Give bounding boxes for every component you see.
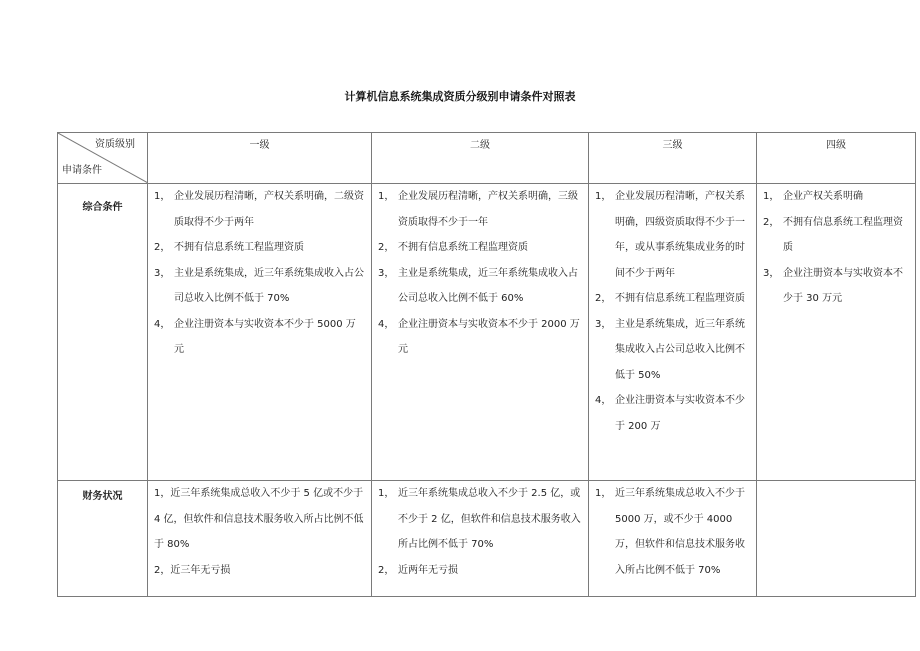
table-row-general — [58, 184, 916, 481]
cell-general-level-3 — [589, 184, 757, 481]
list-item-number: 1， — [763, 191, 780, 202]
list-item-number: 4， — [154, 318, 171, 330]
list-item-number: 2， — [154, 242, 171, 253]
cell-finance-level-1 — [148, 481, 372, 597]
cell-finance-level-3 — [589, 481, 757, 597]
header-level-2: 二级 — [372, 133, 589, 184]
list-item — [595, 184, 750, 286]
list-item-number: 1， — [378, 488, 395, 499]
list-item — [595, 481, 750, 583]
list-item-text: 近三年系统集成总收入不少于 5000 万，或不少于 4000 万，但软件和信息技术服务收入所占比例不低于 70% — [615, 488, 745, 576]
list-item-number: 2， — [763, 216, 780, 228]
cell-finance-level-4 — [757, 481, 916, 597]
list-item-number: 4， — [378, 318, 395, 330]
corner-label-condition: 申请条件 — [62, 165, 102, 176]
list-item — [154, 312, 365, 363]
list-item-text: 不拥有信息系统工程监理资质 — [398, 242, 528, 253]
list-item-number: 1， — [595, 488, 612, 499]
list-item-text: 近两年无亏损 — [398, 564, 458, 576]
cell-general-level-2 — [372, 184, 589, 481]
header-level-3: 三级 — [589, 133, 757, 184]
list-item-text: 主业是系统集成，近三年系统集成收入占公司总收入比例不低于 70% — [174, 267, 364, 304]
list-item — [595, 286, 750, 312]
list-item — [154, 235, 365, 261]
row-label-finance: 财务状况 — [58, 481, 148, 597]
list-item-number: 2， — [595, 293, 612, 304]
list-item-text: 企业发展历程清晰，产权关系明确，三级资质取得不少于一年 — [398, 191, 578, 228]
list-item — [154, 261, 365, 312]
list-item — [378, 184, 582, 235]
list-item — [378, 481, 582, 558]
list-item-text: 企业产权关系明确 — [783, 191, 863, 202]
list-item — [763, 210, 909, 261]
header-level-1: 一级 — [148, 133, 372, 184]
list-item-text: 不拥有信息系统工程监理资质 — [615, 293, 745, 304]
list-item-text: 企业发展历程清晰，产权关系明确，四级资质取得不少于一年，或从事系统集成业务的时间不少于两年 — [615, 191, 745, 279]
list-item-number: 4， — [595, 395, 612, 406]
list-item — [378, 558, 582, 584]
list-item-number: 3， — [763, 267, 780, 279]
list-item-text: 不拥有信息系统工程监理资质 — [174, 242, 304, 253]
list-item — [763, 184, 909, 210]
list-item-number: 2， — [378, 242, 395, 253]
list-item — [154, 184, 365, 235]
header-level-4: 四级 — [757, 133, 916, 184]
list-item-text: 企业注册资本与实收资本不少于 2000 万元 — [398, 318, 580, 355]
list-item — [378, 261, 582, 312]
list-item-number: 1， — [595, 191, 612, 202]
list-item — [378, 235, 582, 261]
cell-general-level-1 — [148, 184, 372, 481]
corner-label-level: 资质级别 — [95, 139, 135, 150]
list-item-number: 3， — [154, 267, 171, 279]
list-item — [595, 312, 750, 389]
list-item — [595, 388, 750, 439]
list-item-number: 3， — [378, 267, 395, 279]
list-item-text: 近三年系统集成总收入不少于 2.5 亿，或不少于 2 亿，但软件和信息技术服务收入所占比例不低于 70% — [398, 488, 581, 550]
list-item-number: 1， — [378, 191, 395, 202]
header-corner-cell — [58, 133, 148, 184]
list-item — [763, 261, 909, 312]
list-item-number: 3， — [595, 318, 612, 330]
list-item-text: 1，近三年系统集成总收入不少于 5 亿或不少于 4 亿，但软件和信息技术服务收入所占比例不低于 80% — [154, 488, 364, 550]
list-item-text: 主业是系统集成，近三年系统集成收入占公司总收入比例不低于 50% — [615, 318, 745, 381]
list-item-text: 主业是系统集成，近三年系统集成收入占公司总收入比例不低于 60% — [398, 267, 578, 304]
document-title: 计算机信息系统集成资质分级别申请条件对照表 — [344, 90, 576, 103]
list-item-text: 企业发展历程清晰，产权关系明确，二级资质取得不少于两年 — [174, 191, 364, 228]
list-item-text: 企业注册资本与实收资本不少于 30 万元 — [783, 267, 903, 304]
list-item-text: 不拥有信息系统工程监理资质 — [783, 216, 903, 253]
cell-finance-level-2 — [372, 481, 589, 597]
qualification-table — [57, 132, 916, 597]
table-row-finance — [58, 481, 916, 597]
list-item-number: 1， — [154, 191, 171, 202]
list-item-text: 企业注册资本与实收资本不少于 5000 万元 — [174, 318, 356, 355]
header-row — [58, 133, 916, 184]
list-item-number: 2， — [378, 564, 395, 576]
cell-general-level-4 — [757, 184, 916, 481]
list-item-text: 企业注册资本与实收资本不少于 200 万 — [615, 395, 745, 432]
row-label-general: 综合条件 — [58, 184, 148, 481]
list-item-text: 2，近三年无亏损 — [154, 564, 231, 576]
list-item — [378, 312, 582, 363]
